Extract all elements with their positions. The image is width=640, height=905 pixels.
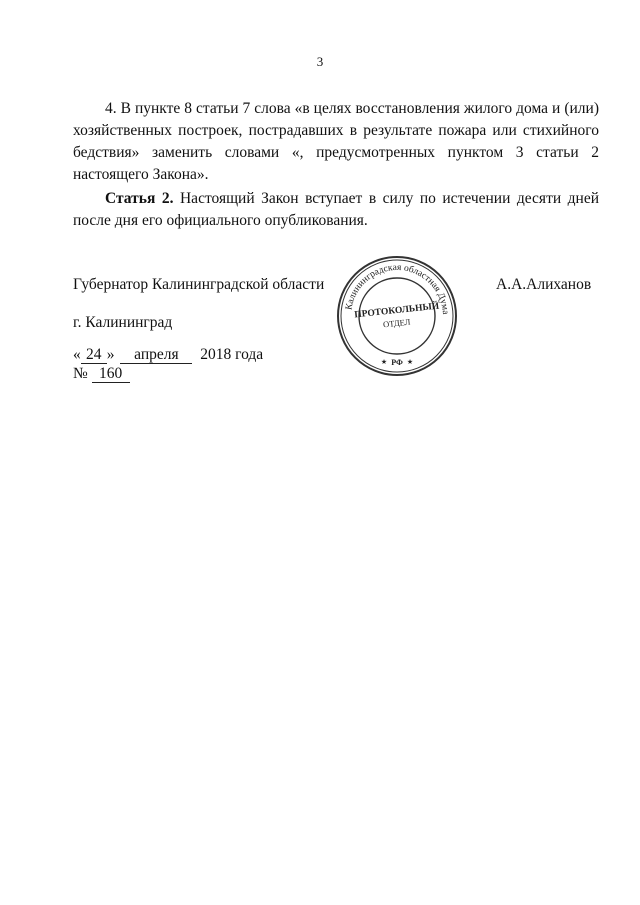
- date-year: 2018 года: [200, 346, 264, 363]
- star-icon: ★: [380, 358, 388, 366]
- article-2-paragraph: [73, 188, 599, 232]
- date-month: апреля: [120, 347, 192, 364]
- stamp-ring-text: Калининградская областная Дума: [344, 262, 451, 315]
- amendment-paragraph: 4. В пункте 8 статьи 7 слова «в целях восстановления жилого дома и (или) хозяйственных построек, пострадавших в результате пожара или стихийного бедствия» заменить словами «, предусмотренных пунктом 3 статьи 2 настоящего Закона».: [73, 100, 599, 183]
- number-prefix: №: [73, 365, 88, 382]
- page-number: 3: [316, 54, 324, 69]
- number-value: 160: [92, 366, 130, 383]
- stamp-bottom-text: РФ: [391, 358, 403, 367]
- signatory-position: Губернатор Калининградской области: [73, 276, 325, 293]
- date-close-quote: »: [106, 346, 115, 363]
- law-number: [73, 365, 130, 383]
- article-2-text: Настоящий Закон вступает в силу по истечении десяти дней после дня его официального опубликования.: [73, 190, 599, 229]
- stamp-center-line1: ПРОТОКОЛЬНЫЙ: [353, 301, 440, 321]
- date-open-quote: «: [73, 346, 81, 363]
- official-seal-stamp: [334, 253, 460, 379]
- date-day: 24: [81, 347, 107, 364]
- stamp-center-line2: ОТДЕЛ: [382, 316, 411, 330]
- article-2-label: Статья 2.: [105, 190, 174, 207]
- signatory-name: А.А.Алиханов: [496, 276, 592, 293]
- city: г. Калининград: [73, 314, 173, 331]
- star-icon: ★: [406, 358, 414, 366]
- signing-date: [73, 346, 263, 364]
